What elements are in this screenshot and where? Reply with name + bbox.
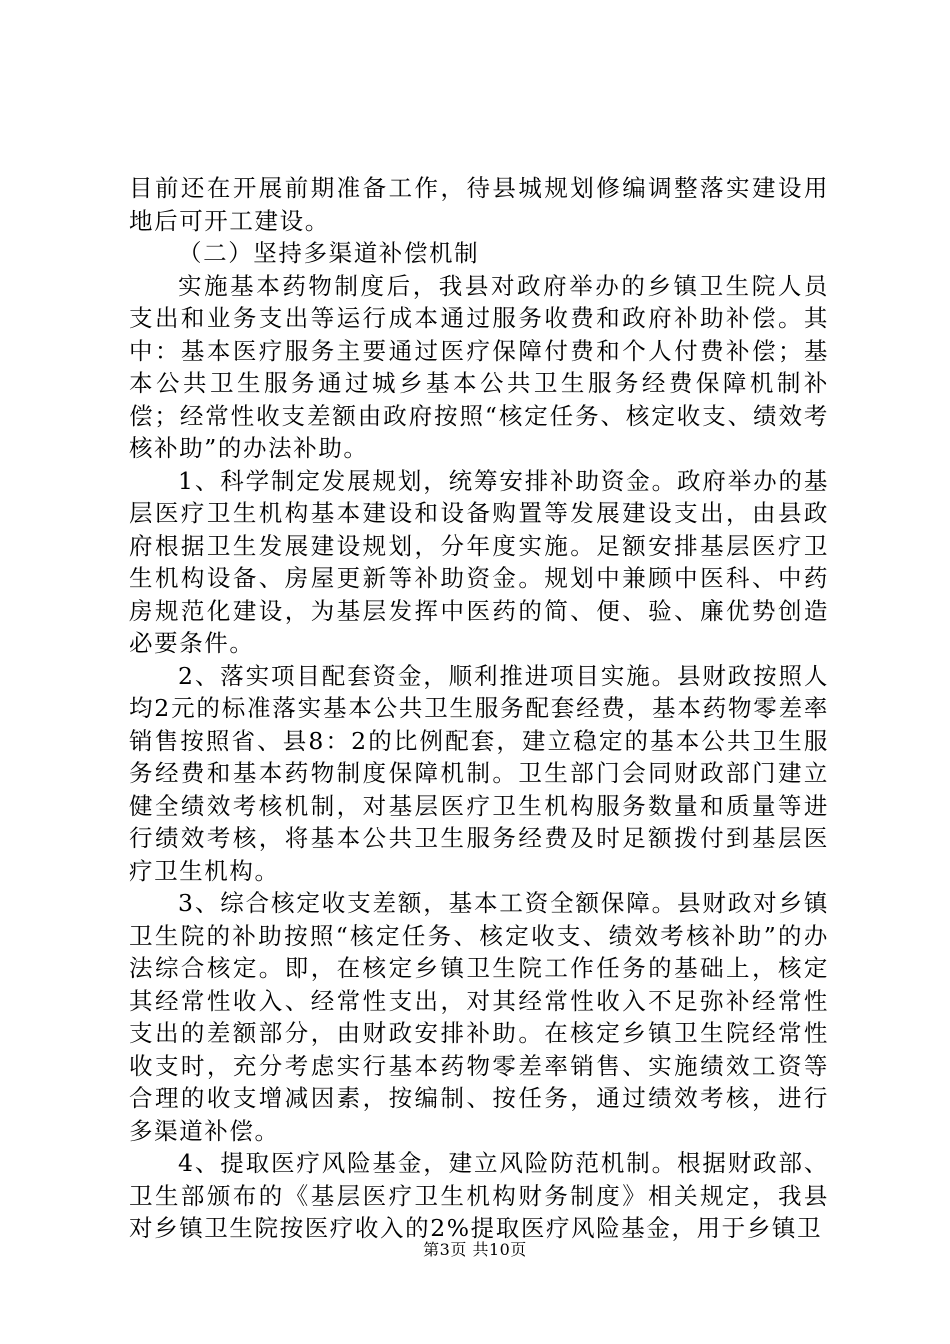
paragraph-continuation: 目前还在开展前期准备工作，待县城规划修编调整落实建设用地后可开工建设。	[129, 174, 829, 235]
paragraph-item-1: 1、科学制定发展规划，统筹安排补助资金。政府举办的基层医疗卫生机构基本建设和设备购置等发展建设支出，由县政府根据卫生发展建设规划，分年度实施。足额安排基层医疗卫生机构设备、房屋更新等补助资金。规划中兼顾中医科、中药房规范化建设，为基层发挥中医药的简、便、验、廉优势创造必要条件。	[129, 466, 829, 657]
document-body	[129, 172, 829, 1245]
page-footer: 第3页 共10页	[423, 1240, 527, 1259]
paragraph-item-3: 3、综合核定收支差额，基本工资全额保障。县财政对乡镇卫生院的补助按照“核定任务、核定收支、绩效考核补助”的办法综合核定。即，在核定乡镇卫生院工作任务的基础上，核定其经常性收入、经常性支出，对其经常性收入不足弥补经常性支出的差额部分，由财政安排补助。在核定乡镇卫生院经常性收支时，充分考虑实行基本药物零差率销售、实施绩效工资等合理的收支增减因素，按编制、按任务，通过绩效考核，进行多渠道补偿。	[129, 889, 829, 1145]
paragraph-item-4: 4、提取医疗风险基金，建立风险防范机制。根据财政部、卫生部颁布的《基层医疗卫生机构财务制度》相关规定，我县对乡镇卫生院按医疗收入的2%提取医疗风险基金，用于乡镇卫	[129, 1149, 829, 1242]
paragraph-intro: 实施基本药物制度后，我县对政府举办的乡镇卫生院人员支出和业务支出等运行成本通过服务收费和政府补助补偿。其中：基本医疗服务主要通过医疗保障付费和个人付费补偿；基本公共卫生服务通过城乡基本公共卫生服务经费保障机制补偿；经常性收支差额由政府按照“核定任务、核定收支、绩效考核补助”的办法补助。	[129, 271, 829, 462]
paragraph-item-2: 2、落实项目配套资金，顺利推进项目实施。县财政按照人均2元的标准落实基本公共卫生服务配套经费，基本药物零差率销售按照省、县8：2的比例配套，建立稳定的基本公共卫生服务经费和基本药物制度保障机制。卫生部门会同财政部门建立健全绩效考核机制，对基层医疗卫生机构服务数量和质量等进行绩效考核，将基本公共卫生服务经费及时足额拨付到基层医疗卫生机构。	[129, 661, 829, 885]
section-heading: （二）坚持多渠道补偿机制	[178, 239, 480, 267]
